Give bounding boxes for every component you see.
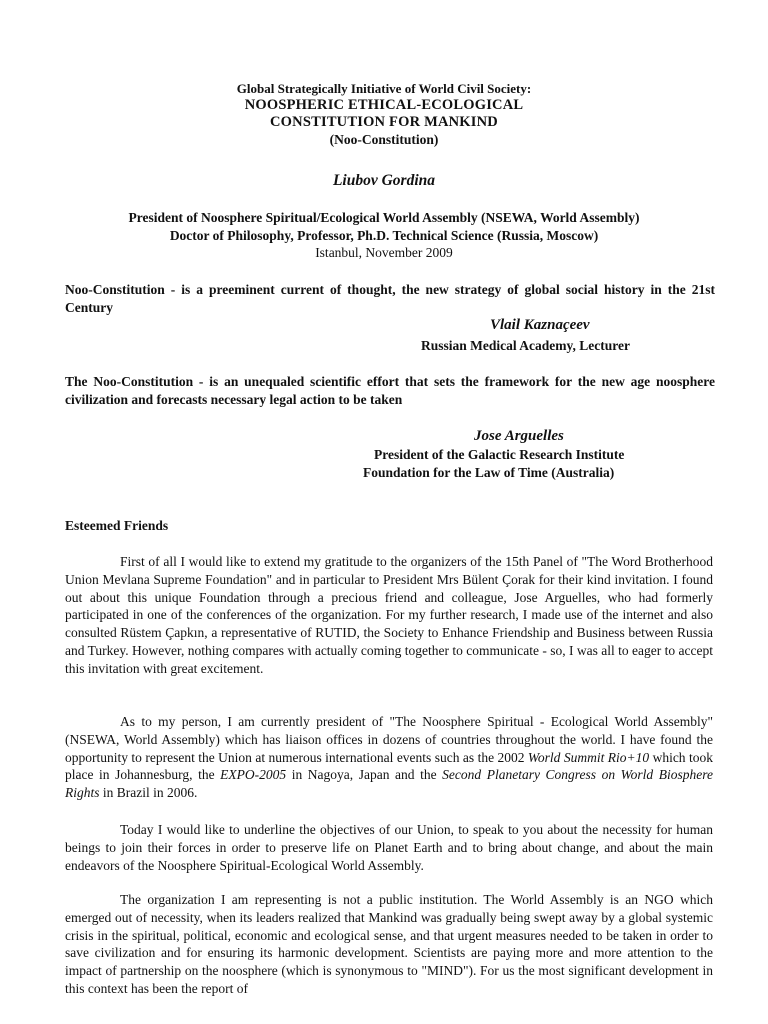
- quote-1-affiliation: Russian Medical Academy, Lecturer: [421, 338, 630, 353]
- quote-2-affiliation-1: President of the Galactic Research Institute: [374, 447, 625, 462]
- paragraph-2-text-1: As to my person, I am currently president of "The Noosphere Spiritual - Ecological World Assembly" (NSEWA, World Assembly) which has liaison offices in dozens of countries throughout the world. I have found the opportunity to represent the Union at numerous international events such as the 2002: [65, 714, 713, 765]
- salutation: Esteemed Friends: [65, 518, 169, 533]
- quote-1-text: Noo-Constitution - is a preeminent current of thought, the new strategy of global social history in the 21st Century: [65, 282, 715, 315]
- paragraph-2-text-4: in Brazil in 2006.: [99, 785, 198, 801]
- paragraph-2-text-3: in Nagoya, Japan and the: [286, 767, 443, 783]
- paragraph-1: First of all I would like to extend my gratitude to the organizers of the 15th Panel of "The Word Brotherhood Union Mevlana Supreme Foundation" and in particular to President Mrs Bülent Çorak for their kind invitation. I found out about this unique Foundation through a precious friend and colleague, Jose Arguelles, who had formerly participated in one of the conferences of the organization. For my further research, I made use of the internet and also consulted Rüstem Çapkın, a representative of RUTID, the Society to Enhance Friendship and Business between Russia and Turkey. However, nothing compares with actually coming together to communicate - so, I was all to eager to accept this invitation with great excitement.: [65, 554, 713, 676]
- paragraph-2-italic-3: Second Planetary Congress on World Biosphere Rights: [65, 767, 713, 801]
- paragraph-2-italic-2: EXPO-2005: [220, 767, 287, 783]
- document-title: [0, 80, 768, 148]
- place-date: Istanbul, November 2009: [315, 245, 453, 260]
- quote-1-author: Vlail Kaznaçeev: [490, 317, 590, 333]
- paragraph-3: Today I would like to underline the objectives of our Union, to speak to you about the necessity for human beings to join their forces in order to preserve life on Planet Earth and to bring about change, and about the main endeavors of the Noosphere Spiritual-Ecological World Assembly.: [65, 822, 713, 873]
- title-line-2: NOOSPHERIC ETHICAL-ECOLOGICAL: [244, 97, 524, 113]
- title-line-1: Global Strategically Initiative of World Civil Society:: [236, 81, 532, 96]
- paragraph-2: [65, 713, 713, 802]
- quote-2-text: The Noo-Constitution - is an unequaled scientific effort that sets the framework for the new age noosphere civilization and forecasts necessary legal action to be taken: [65, 374, 715, 407]
- title-line-4: (Noo-Constitution): [329, 132, 439, 147]
- paragraph-2-text-2: which took place in Johannesburg, the: [65, 749, 713, 783]
- paragraph-2-italic-1: World Summit Rio+10: [527, 749, 650, 765]
- author-name: Liubov Gordina: [332, 172, 436, 189]
- author-info: [0, 209, 768, 262]
- quote-2-affiliation-2: Foundation for the Law of Time (Australia): [363, 465, 615, 480]
- title-line-3: CONSTITUTION FOR MANKIND: [270, 114, 498, 130]
- author-position: President of Noosphere Spiritual/Ecological World Assembly (NSEWA, World Assembly): [128, 210, 640, 225]
- author-degree: Doctor of Philosophy, Professor, Ph.D. Technical Science (Russia, Moscow): [169, 227, 599, 243]
- quote-2-author: Jose Arguelles: [474, 428, 564, 444]
- paragraph-4: The organization I am representing is not a public institution. The World Assembly is an NGO which emerged out of necessity, when its leaders realized that Mankind was gradually being swept away by a global systemic crisis in the spiritual, political, economic and ecological sense, and that urgent measures needed to be taken in order to save civilization and for ensuring its harmonic development. Scientists are paying more and more attention to the impact of partnership on the noosphere (which is synonymous to "MIND"). For us the most significant development in this context has been the report of: [65, 892, 713, 996]
